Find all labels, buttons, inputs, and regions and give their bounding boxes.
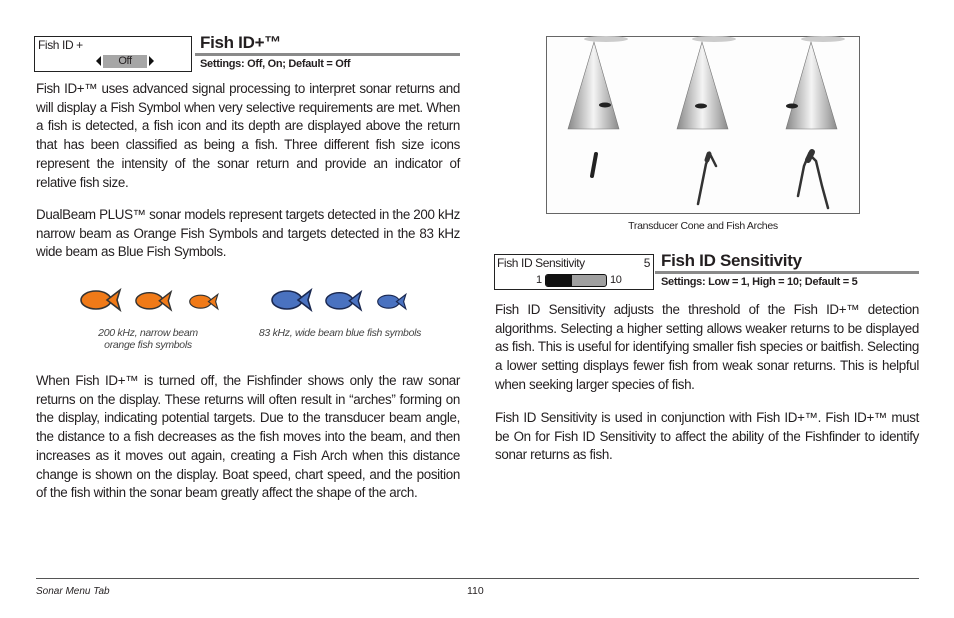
orange-fish-small-icon	[190, 294, 218, 308]
fish-symbols-figure	[75, 285, 415, 317]
slider-max: 10	[610, 274, 622, 286]
sensitivity-heading: Fish ID Sensitivity	[661, 251, 802, 270]
text: adjusts the threshold of the Fish ID+™ detection algorithms. Selecting a higher setting allows weaker returns to be displayed as fish. This is useful for identifying smaller fish species or baitfish. Selecting a lower setting displays fewer fish from weak sonar returns. This is helpful when seeking larger species of fish.	[495, 302, 919, 392]
footer-rule	[36, 578, 919, 579]
caption-orange: 200 kHz, narrow beam orange fish symbols	[98, 327, 198, 351]
text: , the Fishfinder shows only the raw sonar returns on the display. These returns will often result in “arches” forming on the display, indicating potential targets. Due to the transducer beam angle, the distance to a fish decreases as the fish moves into the beam, and then increases as it moves out again, creating a Fish Arch when this distance change is shown on the display. Boat speed, chart speed, and the position of the fish within the sonar beam greatly affect the shape of the arch.	[36, 373, 461, 501]
text: sonar models represent targets detected in the 200 kHz narrow beam as Orange Fish Symbols and targets detected in the 83 kHz wide beam as Blue Fish Symbols.	[36, 207, 460, 260]
fish-id-paragraph-3	[36, 372, 460, 503]
sensitivity-menu-box	[494, 254, 654, 290]
divider	[655, 271, 919, 274]
fish-id-settings: Settings: Off, On; Default = Off	[200, 58, 351, 70]
term: DualBeam PLUS™	[36, 207, 146, 222]
term: Fish ID+™	[36, 81, 98, 96]
sensitivity-menu-label: Fish ID Sensitivity	[497, 256, 585, 270]
sensitivity-settings: Settings: Low = 1, High = 10; Default = 5	[661, 276, 858, 288]
fish-id-paragraph-1	[36, 80, 460, 192]
fish-id-paragraph-2	[36, 206, 460, 262]
slider-fill	[546, 275, 572, 286]
fish-id-value[interactable]: Off	[103, 55, 147, 68]
divider	[195, 53, 460, 56]
blue-fish-medium-icon	[326, 292, 361, 310]
page-number: 110	[467, 585, 484, 597]
fish-id-heading: Fish ID+™	[200, 33, 281, 52]
term: Fish ID Sensitivity	[495, 302, 606, 317]
footer-section: Sonar Menu Tab	[36, 586, 110, 597]
fish-id-menu-box	[34, 36, 192, 72]
fish-target-icon	[786, 104, 798, 109]
fish-target-icon	[599, 103, 611, 108]
sensitivity-slider[interactable]	[545, 274, 607, 287]
fish-id-menu-label: Fish ID +	[38, 38, 83, 52]
arrow-right-icon[interactable]	[149, 56, 154, 66]
sensitivity-paragraph-2: Fish ID Sensitivity is used in conjunction with Fish ID+™. Fish ID+™ must be On for Fish ID Sensitivity to affect the ability of the Fishfinder to identify sonar returns as fish.	[495, 410, 919, 463]
orange-fish-large-icon	[81, 290, 120, 310]
fish-target-icon	[695, 104, 707, 109]
orange-fish-medium-icon	[136, 292, 171, 310]
text: uses advanced signal processing to interpret sonar returns and will display a Fish Symbol when very selective requirements are met. When a fish is detected, a fish icon and its depth are displayed above the return that has been classified as being a fish. Three different fish size icons represent the intensity of the sonar return and provide an indicator of relative fish size.	[36, 81, 461, 190]
blue-fish-large-icon	[272, 290, 311, 310]
figure-caption: Transducer Cone and Fish Arches	[628, 220, 778, 232]
sensitivity-menu-value: 5	[643, 256, 650, 270]
transducer-cone-figure	[546, 36, 860, 214]
sensitivity-paragraph-1	[495, 301, 919, 395]
blue-fish-small-icon	[378, 294, 406, 308]
caption-blue: 83 kHz, wide beam blue fish symbols	[258, 327, 422, 339]
term: When Fish ID+™ is turned off	[36, 373, 215, 388]
arrow-left-icon[interactable]	[96, 56, 101, 66]
slider-min: 1	[536, 274, 542, 286]
